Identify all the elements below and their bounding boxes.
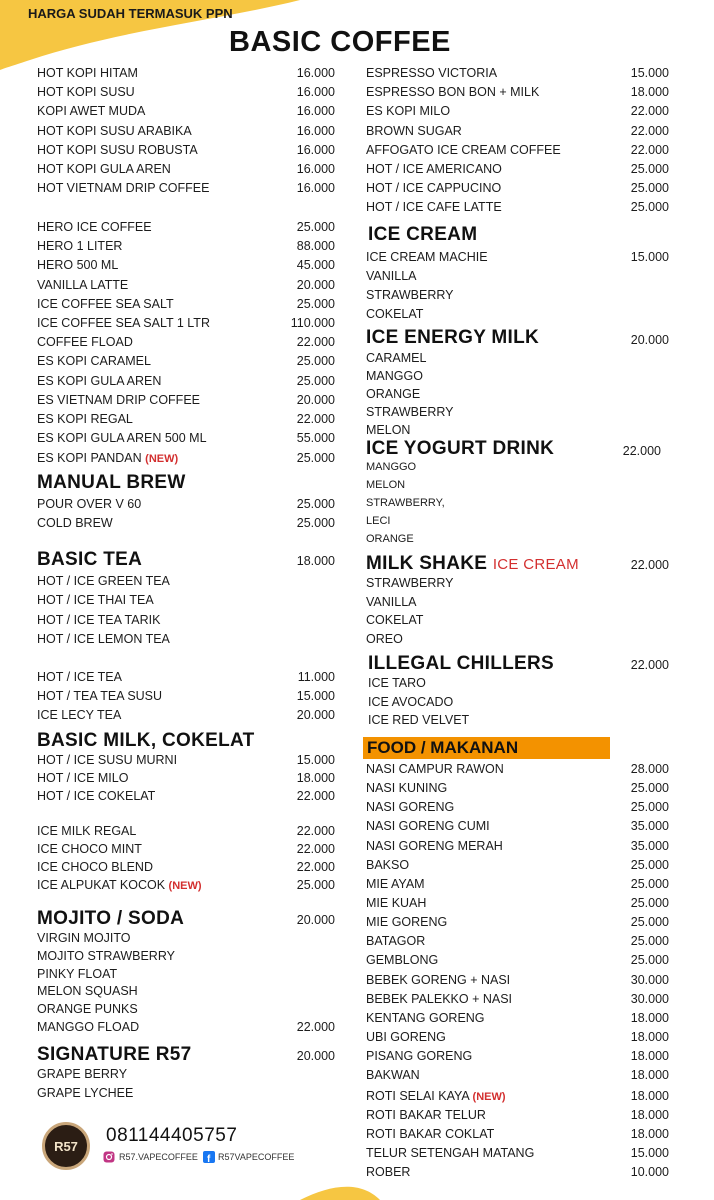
- espresso-price: 25.000: [630, 162, 669, 176]
- milk-shake-price: 22.000: [630, 558, 669, 572]
- ice-coffee-price: 25.000: [296, 296, 335, 311]
- ice-coffee-item: ICE COFFEE SEA SALT 1 LTR: [37, 316, 210, 330]
- ice-coffee-item: VANILLA LATTE: [37, 277, 129, 292]
- food-item: MIE GORENG: [366, 915, 448, 930]
- ice-coffee-item: HERO 1 LITER: [37, 239, 123, 254]
- mojito-item: PINKY FLOAT: [37, 966, 118, 981]
- food-price: 18.000: [630, 1029, 669, 1044]
- hot-coffee-item: HOT KOPI SUSU ARABIKA: [37, 123, 192, 138]
- basic-tea-item: HOT / ICE TEA TARIK: [37, 612, 161, 627]
- food-item: [366, 1089, 506, 1103]
- food-item: UBI GORENG: [366, 1029, 446, 1044]
- food-item: ROTI BAKAR COKLAT: [366, 1127, 495, 1142]
- energy-milk-item: MANGGO: [366, 369, 423, 383]
- ice-coffee-item: ES VIETNAM DRIP COFFEE: [37, 392, 200, 407]
- hot-coffee-item: HOT KOPI SUSU: [37, 85, 135, 100]
- basic-tea-title: BASIC TEA: [37, 549, 143, 570]
- food-item: NASI KUNING: [366, 781, 448, 796]
- food-price: 25.000: [630, 876, 669, 891]
- instagram-icon: [103, 1151, 115, 1163]
- brand-logo: R57: [42, 1122, 90, 1170]
- food-price: 30.000: [630, 972, 669, 987]
- food-price: 25.000: [630, 800, 669, 815]
- basic-milk-item: HOT / ICE MILO: [37, 771, 129, 785]
- ice-coffee-price: 25.000: [296, 451, 335, 465]
- hot-coffee-price: 16.000: [296, 162, 335, 176]
- basic-milk-item: HOT / ICE SUSU MURNI: [37, 753, 178, 767]
- ice-coffee-price: 22.000: [296, 335, 335, 350]
- food-price: 25.000: [630, 781, 669, 796]
- food-section-header: [363, 737, 610, 759]
- ice-coffee-price: 25.000: [296, 373, 335, 388]
- basic-milk-price: 15.000: [296, 753, 335, 767]
- milk-shake-item: COKELAT: [366, 613, 424, 627]
- ice-coffee-price: 20.000: [296, 392, 335, 407]
- espresso-price: 25.000: [630, 200, 669, 215]
- food-price: 18.000: [630, 1127, 669, 1142]
- yogurt-item: MELON: [366, 479, 406, 491]
- food-item: ROBER: [366, 1165, 411, 1180]
- energy-milk-item: MELON: [366, 423, 411, 437]
- food-item: BAKSO: [366, 857, 410, 872]
- ice-coffee-price: 22.000: [296, 412, 335, 426]
- espresso-price: 15.000: [630, 66, 669, 80]
- food-item: PISANG GORENG: [366, 1049, 473, 1064]
- milk-shake-label: MILK SHAKE: [366, 553, 488, 574]
- ice-coffee-item: HERO ICE COFFEE: [37, 220, 152, 234]
- tea-extra-price: 15.000: [296, 689, 335, 704]
- food-item: ROTI BAKAR TELUR: [366, 1108, 486, 1122]
- food-price: 25.000: [630, 953, 669, 968]
- food-price: 18.000: [630, 1089, 669, 1103]
- hot-coffee-price: 16.000: [296, 66, 335, 80]
- energy-milk-title: ICE ENERGY MILK: [366, 327, 540, 348]
- ice-coffee-item: COFFEE FLOAD: [37, 335, 133, 350]
- hot-coffee-item: HOT KOPI GULA AREN: [37, 162, 171, 176]
- energy-milk-item: ORANGE: [366, 387, 421, 401]
- mojito-item: ORANGE PUNKS: [37, 1002, 138, 1017]
- milk-extra-price: 22.000: [296, 824, 335, 838]
- food-price: 18.000: [630, 1108, 669, 1122]
- facebook-handle: R57VAPECOFFEE: [218, 1152, 295, 1162]
- food-price: 18.000: [630, 1010, 669, 1025]
- food-item: NASI GORENG: [366, 800, 455, 815]
- food-title: FOOD / MAKANAN: [367, 738, 519, 757]
- energy-milk-item: CARAMEL: [366, 351, 427, 365]
- chillers-item: ICE AVOCADO: [368, 694, 454, 709]
- espresso-price: 25.000: [630, 181, 669, 196]
- facebook-icon: [203, 1151, 215, 1163]
- food-item: NASI GORENG CUMI: [366, 819, 490, 834]
- yogurt-title: ICE YOGURT DRINK: [366, 438, 555, 459]
- ice-cream-item: VANILLA: [366, 269, 417, 283]
- milk-extra-price: 22.000: [296, 860, 335, 874]
- ice-coffee-item: HERO 500 ML: [37, 258, 119, 273]
- espresso-item: ES KOPI MILO: [366, 104, 451, 119]
- chillers-title: ILLEGAL CHILLERS: [368, 653, 555, 674]
- signature-title: SIGNATURE R57: [37, 1044, 192, 1065]
- ice-cream-item: ICE CREAM MACHIE: [366, 250, 488, 264]
- tea-extra-price: 20.000: [296, 708, 335, 723]
- basic-milk-item: HOT / ICE COKELAT: [37, 789, 156, 803]
- food-price: 35.000: [630, 838, 669, 853]
- chillers-item: ICE TARO: [368, 676, 426, 690]
- espresso-item: HOT / ICE CAPPUCINO: [366, 181, 502, 196]
- yogurt-item: MANGGO: [366, 461, 417, 473]
- ice-coffee-price: 25.000: [296, 354, 335, 369]
- mojito-price: 20.000: [296, 913, 335, 927]
- new-badge: (NEW): [145, 453, 179, 465]
- yogurt-price: 22.000: [622, 444, 661, 458]
- hot-coffee-price: 16.000: [296, 142, 335, 157]
- food-price: 25.000: [630, 934, 669, 949]
- yogurt-item: LECI: [366, 515, 391, 527]
- milk-shake-item: OREO: [366, 631, 403, 646]
- milk-extra-item: ICE CHOCO MINT: [37, 842, 142, 856]
- espresso-price: 18.000: [630, 85, 669, 100]
- ice-coffee-price: 45.000: [296, 258, 335, 273]
- ice-coffee-item: ES KOPI GULA AREN: [37, 373, 162, 388]
- basic-tea-item: HOT / ICE GREEN TEA: [37, 574, 170, 588]
- milk-extra-price: 25.000: [296, 878, 335, 892]
- milk-extra-item: ICE MILK REGAL: [37, 824, 137, 838]
- espresso-item: HOT / ICE AMERICANO: [366, 162, 502, 176]
- food-price: 35.000: [630, 819, 669, 834]
- energy-milk-item: STRAWBERRY: [366, 405, 454, 419]
- food-item: GEMBLONG: [366, 953, 439, 968]
- item-name: ICE ALPUKAT KOCOK: [37, 878, 166, 892]
- hot-coffee-price: 16.000: [296, 85, 335, 100]
- hot-coffee-price: 16.000: [296, 181, 335, 196]
- manual-brew-price: 25.000: [296, 516, 335, 531]
- espresso-item: BROWN SUGAR: [366, 123, 462, 138]
- ice-cream-price: 15.000: [630, 250, 669, 264]
- espresso-item: ESPRESSO VICTORIA: [366, 66, 498, 80]
- signature-item: GRAPE LYCHEE: [37, 1085, 134, 1100]
- mojito-item: VIRGIN MOJITO: [37, 931, 131, 945]
- mojito-item: MOJITO STRAWBERRY: [37, 948, 175, 963]
- milk-extra-item: [37, 878, 202, 892]
- ice-cream-item: COKELAT: [366, 306, 424, 321]
- food-price: 15.000: [630, 1146, 669, 1161]
- food-price: 28.000: [630, 762, 669, 776]
- tea-extra-item: HOT / TEA TEA SUSU: [37, 689, 163, 704]
- food-price: 10.000: [630, 1165, 669, 1180]
- manual-brew-item: POUR OVER V 60: [37, 497, 142, 511]
- hot-coffee-item: HOT VIETNAM DRIP COFFEE: [37, 181, 210, 196]
- food-price: 25.000: [630, 857, 669, 872]
- instagram-handle: R57.VAPECOFFEE: [119, 1152, 198, 1162]
- ice-coffee-item: ES KOPI CARAMEL: [37, 354, 151, 369]
- ice-coffee-item: ICE COFFEE SEA SALT: [37, 296, 174, 311]
- item-name: ES KOPI PANDAN: [37, 451, 142, 465]
- yogurt-item: STRAWBERRY,: [366, 497, 445, 509]
- ice-coffee-price: 55.000: [296, 431, 335, 446]
- ice-coffee-price: 25.000: [296, 220, 335, 234]
- food-item: BAKWAN: [366, 1068, 420, 1083]
- milk-shake-sub: ICE CREAM: [492, 556, 579, 573]
- espresso-item: AFFOGATO ICE CREAM COFFEE: [366, 142, 561, 157]
- ice-coffee-item: [37, 451, 178, 465]
- ice-coffee-price: 110.000: [290, 316, 335, 330]
- hot-coffee-item: HOT KOPI HITAM: [37, 66, 138, 80]
- tea-extra-item: ICE LECY TEA: [37, 708, 122, 723]
- food-price: 18.000: [630, 1049, 669, 1064]
- chillers-price: 22.000: [630, 658, 669, 672]
- food-item: TELUR SETENGAH MATANG: [366, 1146, 535, 1161]
- food-item: NASI GORENG MERAH: [366, 838, 503, 853]
- basic-tea-price: 18.000: [296, 554, 335, 568]
- food-item: BATAGOR: [366, 934, 426, 949]
- chillers-item: ICE RED VELVET: [368, 713, 470, 727]
- espresso-item: HOT / ICE CAFE LATTE: [366, 200, 502, 215]
- basic-milk-title: BASIC MILK, COKELAT: [37, 730, 255, 751]
- ice-cream-title: ICE CREAM: [368, 224, 478, 245]
- item-name: ROTI SELAI KAYA: [366, 1089, 470, 1103]
- hot-coffee-price: 16.000: [296, 104, 335, 119]
- ice-coffee-price: 20.000: [296, 277, 335, 292]
- milk-extra-price: 22.000: [296, 842, 335, 856]
- ice-coffee-price: 88.000: [296, 239, 335, 254]
- hot-coffee-item: HOT KOPI SUSU ROBUSTA: [37, 142, 198, 157]
- food-item: NASI CAMPUR RAWON: [366, 762, 504, 776]
- food-item: KENTANG GORENG: [366, 1010, 485, 1025]
- new-badge: (NEW): [472, 1091, 506, 1103]
- manual-brew-title: MANUAL BREW: [37, 472, 186, 493]
- ice-cream-item: STRAWBERRY: [366, 287, 454, 302]
- ice-coffee-item: ES KOPI GULA AREN 500 ML: [37, 431, 207, 446]
- manual-brew-item: COLD BREW: [37, 516, 113, 531]
- milk-shake-title: [366, 553, 579, 575]
- basic-milk-price: 18.000: [296, 771, 335, 785]
- hot-coffee-item: KOPI AWET MUDA: [37, 104, 146, 119]
- energy-milk-price: 20.000: [630, 333, 669, 347]
- food-item: BEBEK GORENG + NASI: [366, 972, 511, 987]
- signature-price: 20.000: [296, 1049, 335, 1063]
- mojito-item: MANGGO FLOAD: [37, 1020, 140, 1034]
- espresso-price: 22.000: [630, 123, 669, 138]
- ice-coffee-item: ES KOPI REGAL: [37, 412, 133, 426]
- food-price: 18.000: [630, 1068, 669, 1083]
- mojito-item: MELON SQUASH: [37, 984, 138, 999]
- basic-tea-item: HOT / ICE THAI TEA: [37, 593, 154, 608]
- espresso-item: ESPRESSO BON BON + MILK: [366, 85, 540, 100]
- food-item: BEBEK PALEKKO + NASI: [366, 991, 513, 1006]
- milk-extra-item: ICE CHOCO BLEND: [37, 860, 153, 874]
- mojito-price: 22.000: [296, 1020, 335, 1034]
- yogurt-item: ORANGE: [366, 533, 414, 545]
- tea-extra-item: HOT / ICE TEA: [37, 670, 122, 684]
- mojito-title: MOJITO / SODA: [37, 908, 185, 929]
- food-price: 25.000: [630, 895, 669, 910]
- milk-shake-item: STRAWBERRY: [366, 576, 454, 590]
- espresso-price: 22.000: [630, 104, 669, 119]
- tax-note: HARGA SUDAH TERMASUK PPN: [28, 6, 233, 21]
- new-badge: (NEW): [168, 880, 202, 892]
- signature-item: GRAPE BERRY: [37, 1067, 128, 1081]
- tea-extra-price: 11.000: [297, 670, 335, 684]
- food-item: MIE AYAM: [366, 876, 425, 891]
- page-title: BASIC COFFEE: [229, 26, 451, 58]
- food-item: MIE KUAH: [366, 895, 427, 910]
- basic-tea-item: HOT / ICE LEMON TEA: [37, 631, 170, 646]
- svg-text:f: f: [207, 1154, 211, 1163]
- phone-number: 081144405757: [106, 1125, 238, 1146]
- food-price: 25.000: [630, 915, 669, 930]
- manual-brew-price: 25.000: [296, 497, 335, 511]
- espresso-price: 22.000: [630, 142, 669, 157]
- basic-milk-price: 22.000: [296, 789, 335, 803]
- food-price: 30.000: [630, 991, 669, 1006]
- milk-shake-item: VANILLA: [366, 594, 417, 609]
- hot-coffee-price: 16.000: [296, 123, 335, 138]
